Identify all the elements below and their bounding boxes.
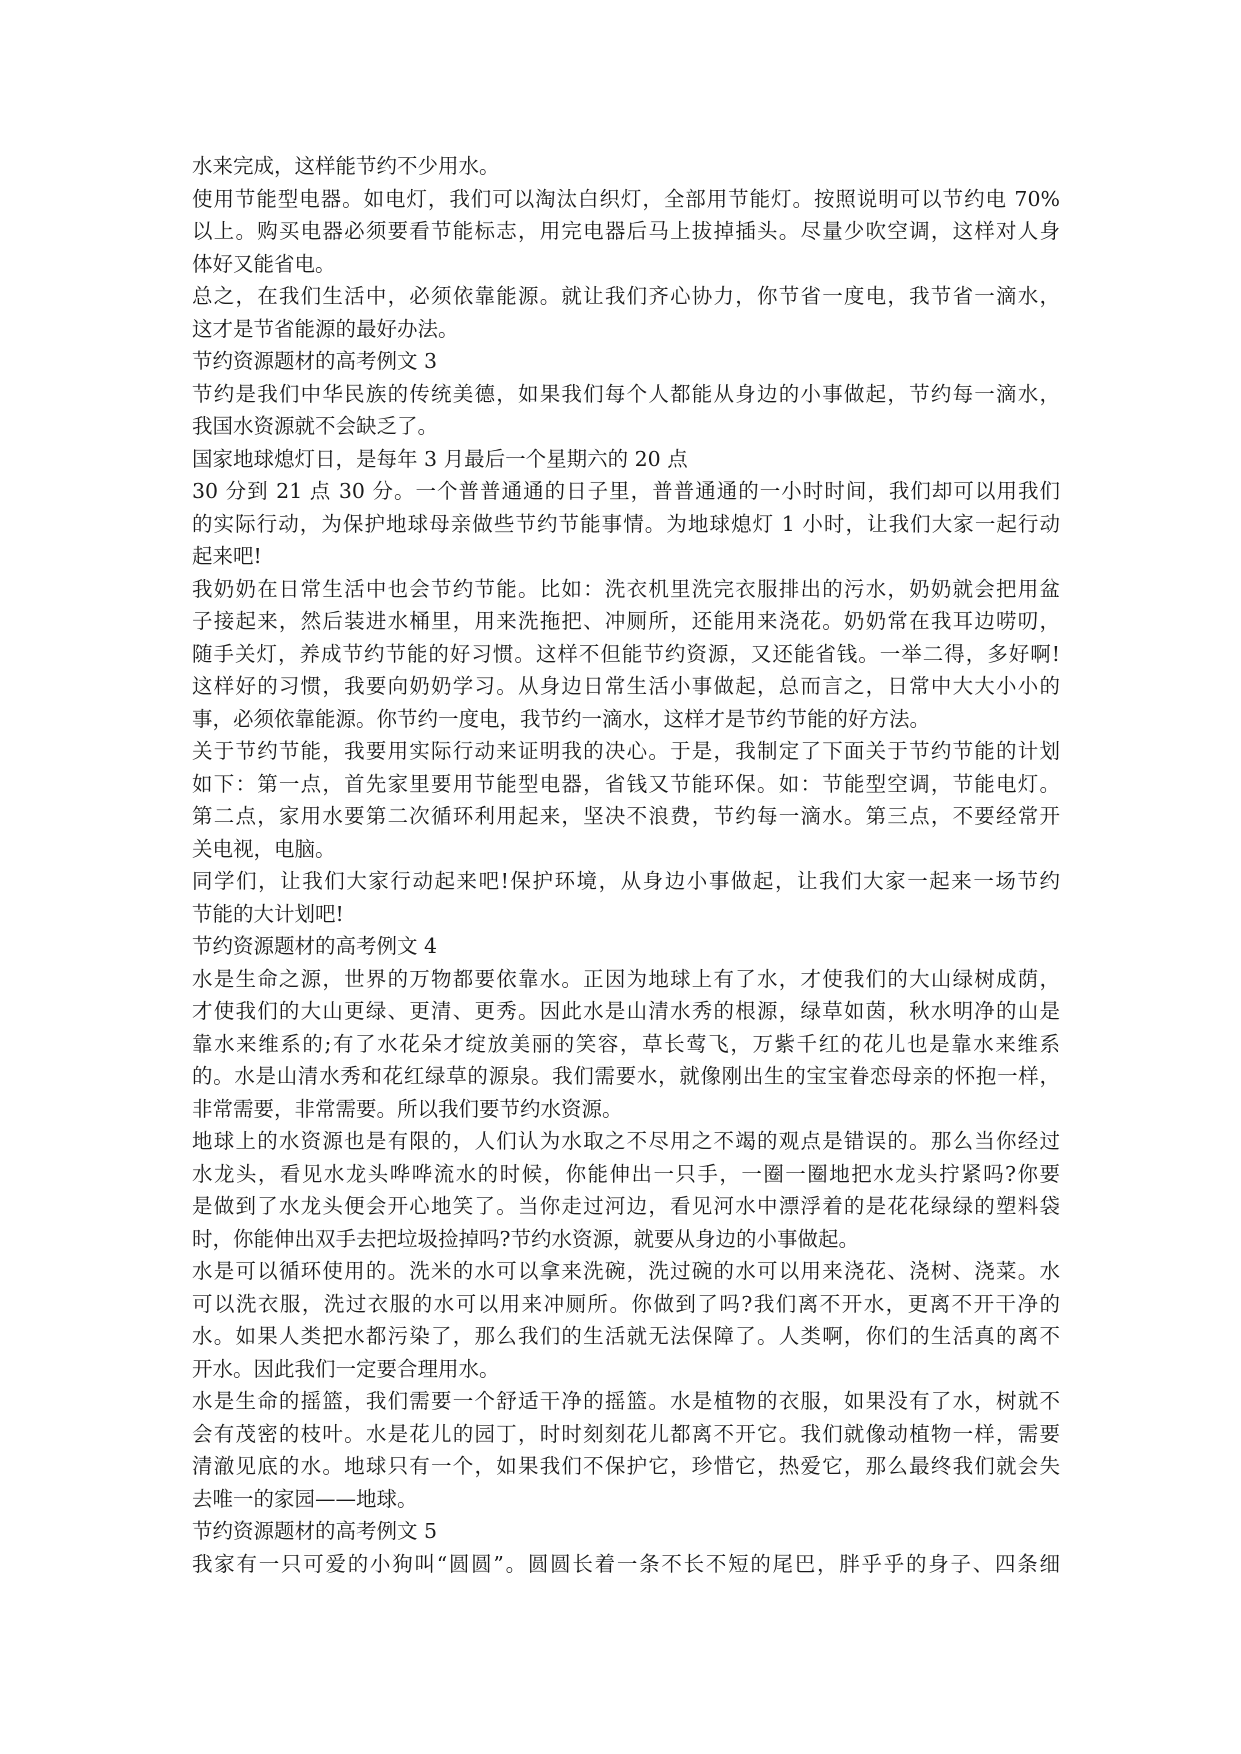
- text-line: 随手关灯，养成节约节能的好习惯。这样不但能节约资源，又还能省钱。一举二得，多好啊!: [192, 641, 1060, 666]
- text-line: 可以洗衣服，洗过衣服的水可以用来冲厕所。你做到了吗?我们离不开水，更离不开干净的: [192, 1291, 1060, 1316]
- text-line: 30 分到 21 点 30 分。一个普普通通的日子里，普普通通的一小时时间，我们却可以用我们: [192, 479, 1060, 503]
- text-line: 关于节约节能，我要用实际行动来证明我的决心。于是，我制定了下面关于节约节能的计划: [192, 739, 1060, 763]
- text-line: 才使我们的大山更绿、更清、更秀。因此水是山清水秀的根源，绿草如茵，秋水明净的山是: [192, 999, 1060, 1023]
- text-line: 节能的大计划吧!: [192, 901, 344, 926]
- document-body: [192, 150, 1060, 1580]
- text-line: 总之，在我们生活中，必须依靠能源。就让我们齐心协力，你节省一度电，我节省一滴水，: [192, 284, 1060, 308]
- text-line: 使用节能型电器。如电灯，我们可以淘汰白织灯，全部用节能灯。按照说明可以节约电 70%: [192, 186, 1060, 211]
- text-line: 水来完成，这样能节约不少用水。: [192, 154, 500, 178]
- text-line: 地球上的水资源也是有限的，人们认为水取之不尽用之不竭的观点是错误的。那么当你经过: [192, 1129, 1060, 1153]
- text-line: 这样好的习惯，我要向奶奶学习。从身边日常生活小事做起，总而言之，日常中大大小小的: [192, 674, 1060, 698]
- text-line: 水是生命之源，世界的万物都要依靠水。正因为地球上有了水，才使我们的大山绿树成荫，: [192, 966, 1060, 991]
- text-line: 节约资源题材的高考例文 3: [192, 349, 438, 373]
- text-line: 以上。购买电器必须要看节能标志，用完电器后马上拔掉插头。尽量少吹空调，这样对人身: [192, 219, 1060, 243]
- text-line: 节约资源题材的高考例文 4: [192, 934, 438, 958]
- text-line: 如下：第一点，首先家里要用节能型电器，省钱又节能环保。如：节能型空调，节能电灯。: [192, 771, 1060, 796]
- text-line: 起来吧!: [192, 544, 262, 568]
- text-line: 靠水来维系的;有了水花朵才绽放美丽的笑容，草长莺飞，万紫千红的花儿也是靠水来维系: [192, 1031, 1060, 1056]
- text-line: 我国水资源就不会缺乏了。: [192, 414, 438, 438]
- text-line: 节约资源题材的高考例文 5: [192, 1519, 438, 1543]
- text-line: 时，你能伸出双手去把垃圾捡掉吗?节约水资源，就要从身边的小事做起。: [192, 1226, 859, 1251]
- text-line: 第二点，家用水要第二次循环利用起来，坚决不浪费，节约每一滴水。第三点，不要经常开: [192, 804, 1060, 828]
- text-line: 水是可以循环使用的。洗米的水可以拿来洗碗，洗过碗的水可以用来浇花、浇树、浇菜。水: [192, 1259, 1060, 1283]
- text-line: 我家有一只可爱的小狗叫“圆圆”。圆圆长着一条不长不短的尾巴，胖乎乎的身子、四条细: [192, 1551, 1060, 1576]
- text-line: 的。水是山清水秀和花红绿草的源泉。我们需要水，就像刚出生的宝宝眷恋母亲的怀抱一样，: [192, 1064, 1060, 1088]
- text-line: 去唯一的家园——地球。: [192, 1486, 418, 1511]
- text-line: 体好又能省电。: [192, 251, 336, 276]
- text-line: 开水。因此我们一定要合理用水。: [192, 1356, 500, 1381]
- text-line: 同学们，让我们大家行动起来吧!保护环境，从身边小事做起，让我们大家一起来一场节约: [192, 869, 1060, 893]
- text-line: 会有茂密的枝叶。水是花儿的园丁，时时刻刻花儿都离不开它。我们就像动植物一样，需要: [192, 1421, 1060, 1446]
- text-line: 非常需要，非常需要。所以我们要节约水资源。: [192, 1096, 623, 1121]
- text-line: 是做到了水龙头便会开心地笑了。当你走过河边，看见河水中漂浮着的是花花绿绿的塑料袋: [192, 1194, 1060, 1218]
- text-line: 国家地球熄灯日，是每年 3 月最后一个星期六的 20 点: [192, 446, 688, 471]
- text-line: 水龙头，看见水龙头哗哗流水的时候，你能伸出一只手，一圈一圈地把水龙头拧紧吗?你要: [192, 1161, 1060, 1186]
- text-line: 水。如果人类把水都污染了，那么我们的生活就无法保障了。人类啊，你们的生活真的离不: [192, 1324, 1060, 1348]
- text-line: 关电视，电脑。: [192, 836, 336, 861]
- text-line: 这才是节省能源的最好办法。: [192, 316, 459, 341]
- text-line: 的实际行动，为保护地球母亲做些节约节能事情。为地球熄灯 1 小时，让我们大家一起行动: [192, 511, 1060, 536]
- text-line: 我奶奶在日常生活中也会节约节能。比如：洗衣机里洗完衣服排出的污水，奶奶就会把用盆: [192, 576, 1060, 601]
- text-line: 清澈见底的水。地球只有一个，如果我们不保护它，珍惜它，热爱它，那么最终我们就会失: [192, 1454, 1060, 1478]
- text-line: 节约是我们中华民族的传统美德，如果我们每个人都能从身边的小事做起，节约每一滴水，: [192, 381, 1060, 406]
- text-line: 水是生命的摇篮，我们需要一个舒适干净的摇篮。水是植物的衣服，如果没有了水，树就不: [192, 1389, 1060, 1413]
- text-line: 子接起来，然后装进水桶里，用来洗拖把、冲厕所，还能用来浇花。奶奶常在我耳边唠叨，: [192, 609, 1060, 633]
- text-line: 事，必须依靠能源。你节约一度电，我节约一滴水，这样才是节约节能的好方法。: [192, 706, 930, 731]
